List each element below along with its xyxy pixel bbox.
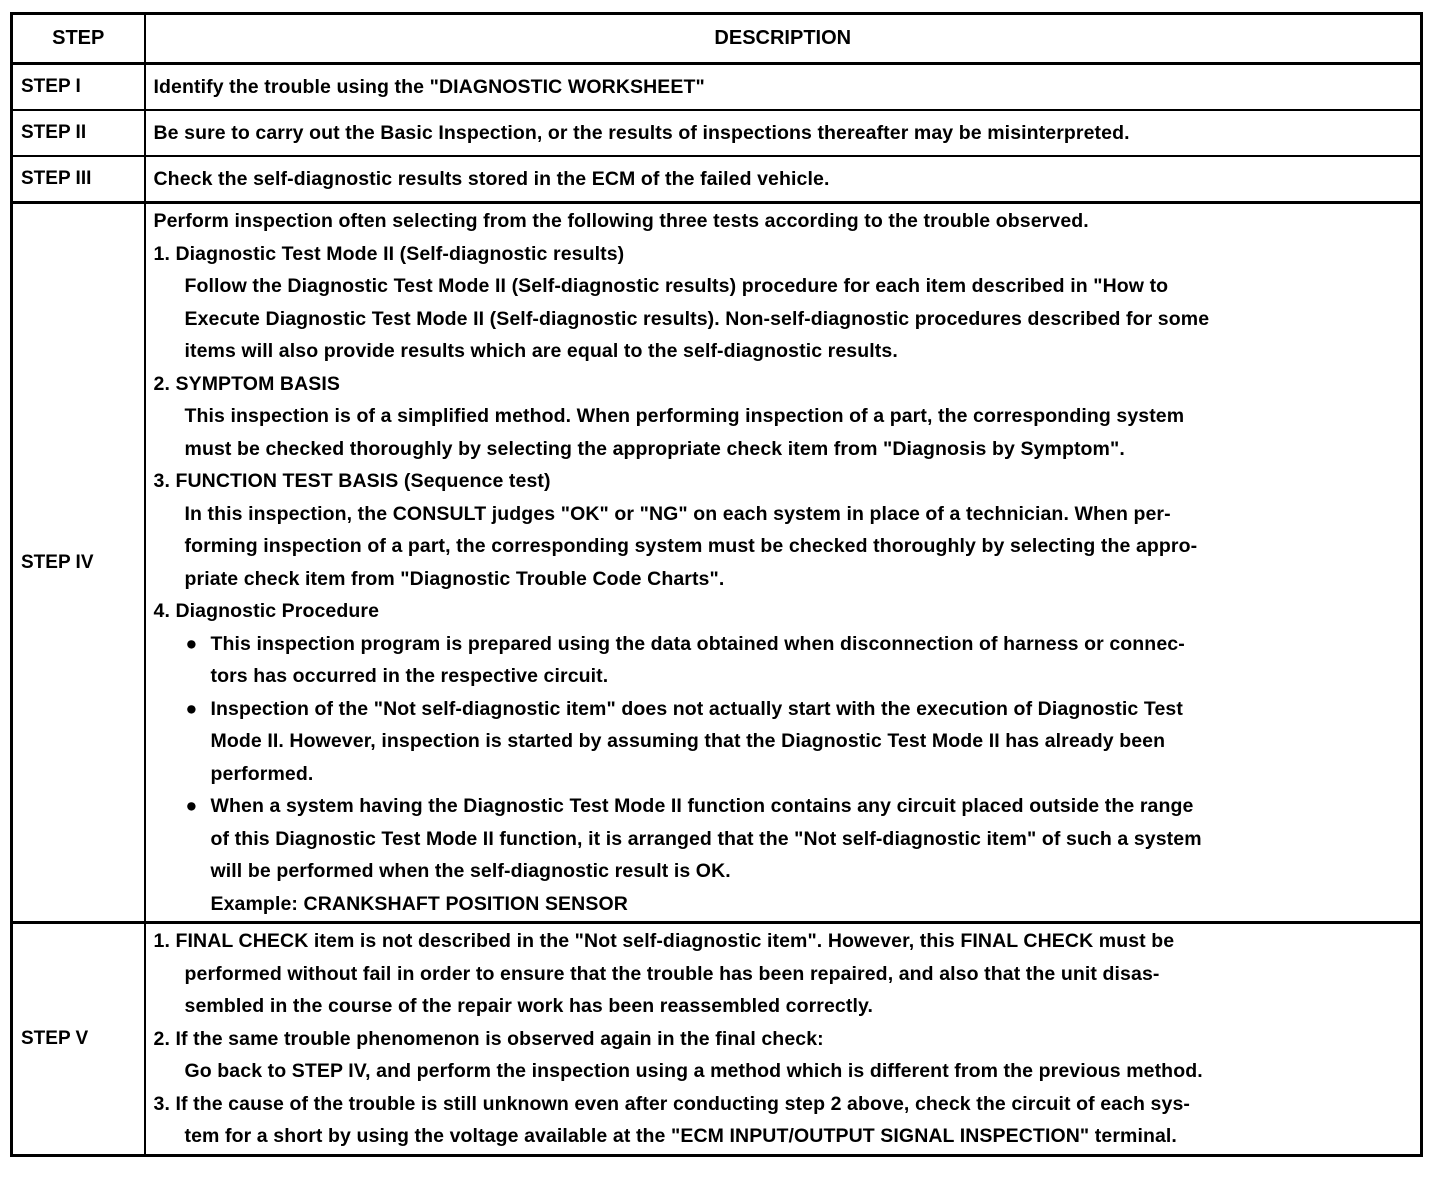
table-row bbox=[12, 923, 1422, 1156]
table-row bbox=[12, 110, 1422, 156]
item-text-line: 1. FINAL CHECK item is not described in the "Not self-diagnostic item". However, this FINAL CHECK must be bbox=[153, 930, 1175, 952]
bullet-text-line: tors has occurred in the respective circuit. bbox=[210, 665, 609, 687]
table-row bbox=[12, 156, 1422, 203]
table-row bbox=[12, 64, 1422, 111]
bullet-text-line: Mode II. However, inspection is started by assuming that the Diagnostic Test Mode II has already been bbox=[210, 730, 1166, 752]
bullet-item bbox=[154, 693, 1415, 726]
bullet-text-line: will be performed when the self-diagnostic result is OK. bbox=[210, 860, 731, 882]
item-text-line: items will also provide results which are equal to the self-diagnostic results. bbox=[184, 340, 898, 362]
bullet-icon: ● bbox=[185, 795, 198, 817]
step-description bbox=[145, 203, 1422, 923]
item-title: 4. Diagnostic Procedure bbox=[153, 600, 380, 622]
bullet-text-line: performed. bbox=[210, 762, 314, 785]
bullet-item bbox=[154, 628, 1415, 661]
step-label: STEP II bbox=[12, 110, 145, 156]
item-text-line: 3. If the cause of the trouble is still unknown even after conducting step 2 above, check the circuit of each sys- bbox=[153, 1092, 1190, 1115]
header-description: DESCRIPTION bbox=[145, 14, 1422, 64]
step-label: STEP V bbox=[12, 923, 145, 1156]
item-title: 3. FUNCTION TEST BASIS (Sequence test) bbox=[153, 470, 551, 492]
step-description: Identify the trouble using the "DIAGNOSTIC WORKSHEET" bbox=[145, 64, 1422, 111]
bullet-icon: ● bbox=[185, 632, 198, 655]
item-text-line: priate check item from "Diagnostic Trouble Code Charts". bbox=[184, 567, 725, 590]
item-text-line: Execute Diagnostic Test Mode II (Self-diagnostic results). Non-self-diagnostic procedures described for some bbox=[184, 307, 1210, 330]
step-description: Check the self-diagnostic results stored in the ECM of the failed vehicle. bbox=[145, 156, 1422, 203]
item-text-line: performed without fail in order to ensure that the trouble has been repaired, and also that the unit disas- bbox=[184, 962, 1160, 985]
item-text-line: tem for a short by using the voltage available at the "ECM INPUT/OUTPUT SIGNAL INSPECTION" terminal. bbox=[184, 1125, 1177, 1147]
table-header-row bbox=[12, 14, 1422, 64]
item-text-line: Follow the Diagnostic Test Mode II (Self-diagnostic results) procedure for each item described in "How to bbox=[184, 275, 1169, 297]
bullet-text-line: This inspection program is prepared using the data obtained when disconnection of harness or connec- bbox=[210, 632, 1185, 655]
bullet-text-line: of this Diagnostic Test Mode II function, it is arranged that the "Not self-diagnostic item" of such a system bbox=[210, 827, 1202, 850]
step-description bbox=[145, 923, 1422, 1156]
item-text-line: Go back to STEP IV, and perform the inspection using a method which is different from the previous method. bbox=[184, 1060, 1203, 1082]
table-row bbox=[12, 203, 1422, 923]
item-text-line: In this inspection, the CONSULT judges "OK" or "NG" on each system in place of a technician. When per- bbox=[184, 502, 1171, 525]
bullet-text-line: Example: CRANKSHAFT POSITION SENSOR bbox=[210, 892, 628, 915]
item-title: 2. SYMPTOM BASIS bbox=[153, 372, 341, 395]
diagnostic-steps-table bbox=[10, 12, 1423, 1157]
step-label: STEP III bbox=[12, 156, 145, 203]
intro-text: Perform inspection often selecting from the following three tests according to the trouble observed. bbox=[153, 210, 1089, 232]
item-text-line: 2. If the same trouble phenomenon is observed again in the final check: bbox=[153, 1027, 824, 1050]
bullet-text-line: Inspection of the "Not self-diagnostic item" does not actually start with the execution of Diagnostic Test bbox=[210, 697, 1183, 720]
bullet-text-line: When a system having the Diagnostic Test Mode II function contains any circuit placed outside the range bbox=[210, 795, 1194, 817]
item-text-line: must be checked thoroughly by selecting the appropriate check item from "Diagnosis by Symptom". bbox=[184, 437, 1125, 460]
step-label: STEP IV bbox=[12, 203, 145, 923]
item-title: 1. Diagnostic Test Mode II (Self-diagnostic results) bbox=[153, 242, 625, 265]
item-text-line: sembled in the course of the repair work has been reassembled correctly. bbox=[184, 995, 873, 1017]
bullet-icon: ● bbox=[185, 697, 198, 720]
item-text-line: This inspection is of a simplified method. When performing inspection of a part, the corresponding system bbox=[184, 405, 1185, 427]
step-description: Be sure to carry out the Basic Inspection, or the results of inspections thereafter may be misinterpreted. bbox=[145, 110, 1422, 156]
item-text-line: forming inspection of a part, the corresponding system must be checked thoroughly by selecting the appro- bbox=[184, 535, 1198, 557]
header-step: STEP bbox=[12, 14, 145, 64]
bullet-item bbox=[154, 790, 1415, 823]
step-label: STEP I bbox=[12, 64, 145, 111]
